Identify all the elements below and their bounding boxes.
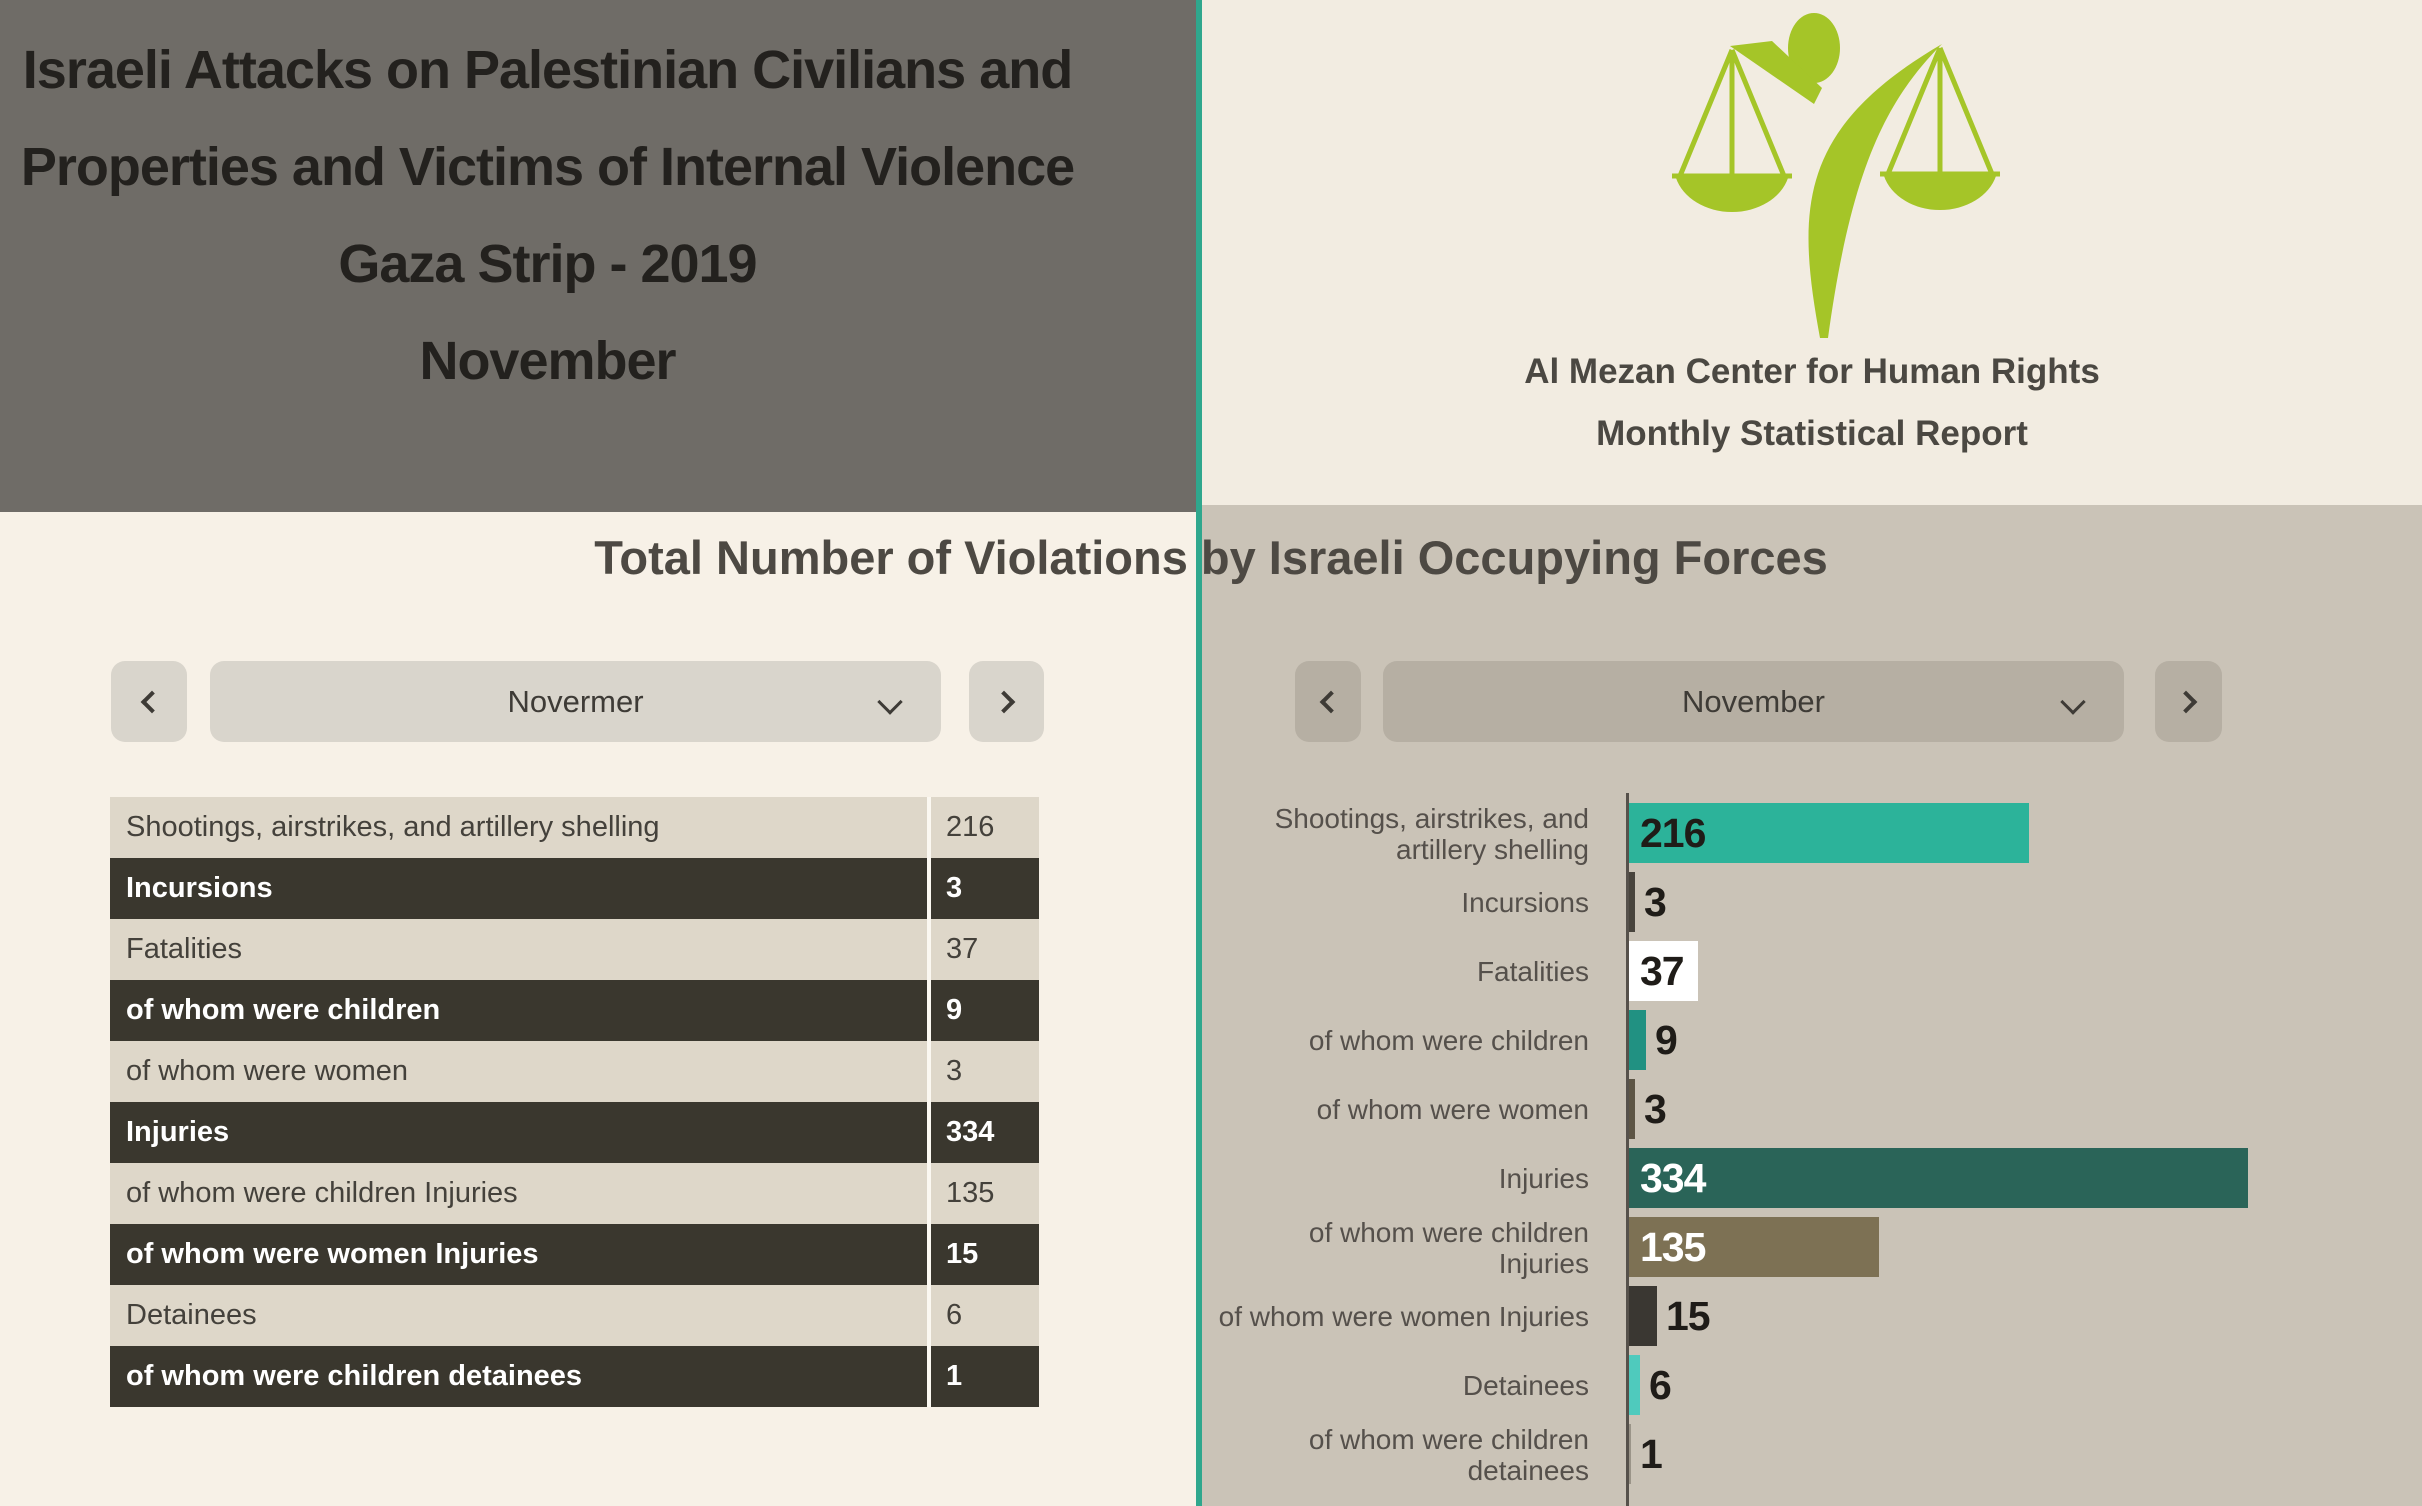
table-row-value: 216 — [927, 797, 1039, 858]
org-header-panel — [1202, 0, 2422, 505]
table-row-label: of whom were women — [126, 1055, 409, 1087]
table-row-value: 3 — [927, 858, 1039, 919]
chart-value-label: 9 — [1655, 1016, 1677, 1063]
chart-value-label: 135 — [1640, 1223, 1706, 1270]
table-row-value: 135 — [927, 1163, 1039, 1224]
table-row-label: Detainees — [126, 1299, 257, 1331]
table-row-value: 334 — [927, 1102, 1039, 1163]
table-row — [110, 1163, 1039, 1224]
table-row — [110, 1102, 1039, 1163]
table-row-label: Injuries — [126, 1116, 230, 1148]
table-row-value: 1 — [927, 1346, 1039, 1407]
section-heading: Total Number of Violations by Israeli Occupying Forces — [594, 531, 1828, 584]
chart-category-label: of whom were women Injuries — [1218, 1301, 1589, 1332]
table-row — [110, 1285, 1039, 1346]
month-select-left[interactable] — [210, 661, 941, 742]
month-select-right-value: November — [1682, 683, 1825, 719]
chart-bar — [1629, 1286, 1657, 1346]
table-row-value: 9 — [927, 980, 1039, 1041]
table-row — [110, 797, 1039, 858]
chart-value-label: 3 — [1644, 1085, 1666, 1132]
violations-chart — [1202, 799, 2422, 1506]
month-select-right[interactable] — [1383, 661, 2124, 742]
report-title-line-4: November — [419, 331, 676, 391]
prev-month-button-right[interactable] — [1295, 661, 1361, 742]
table-row-label: Shootings, airstrikes, and artillery shelling — [126, 811, 660, 843]
org-name: Al Mezan Center for Human Rights — [1524, 352, 2100, 391]
chart-category-label: of whom were children detainees — [1308, 1423, 1589, 1486]
chevron-down-icon — [877, 689, 902, 714]
org-subtitle: Monthly Statistical Report — [1596, 414, 2028, 453]
table-row-label: of whom were children detainees — [126, 1360, 583, 1392]
table-row — [110, 919, 1039, 980]
chart-value-label: 37 — [1640, 947, 1684, 994]
chart-row — [1202, 937, 2422, 1006]
table-row — [110, 858, 1039, 919]
chart-row — [1202, 1351, 2422, 1420]
table-row-label: of whom were children — [126, 994, 441, 1026]
table-row — [110, 980, 1039, 1041]
chart-bar — [1629, 1148, 2248, 1208]
next-month-button-right[interactable] — [2155, 661, 2222, 742]
table-row-value: 15 — [927, 1224, 1039, 1285]
chart-value-label: 1 — [1640, 1430, 1662, 1477]
table-row — [110, 1346, 1039, 1407]
chart-row — [1202, 1075, 2422, 1144]
chart-category-label: Fatalities — [1476, 956, 1589, 987]
table-row-value: 6 — [927, 1285, 1039, 1346]
chevron-left-icon — [141, 690, 164, 713]
chart-category-label: Injuries — [1498, 1163, 1589, 1194]
chart-category-label: Detainees — [1462, 1370, 1589, 1401]
chart-category-label: Incursions — [1461, 887, 1589, 918]
almezan-logo — [1582, 8, 2042, 348]
chart-row — [1202, 1006, 2422, 1075]
report-title-panel — [0, 0, 1196, 512]
chevron-left-icon — [1320, 690, 1343, 713]
chart-bar — [1629, 872, 1635, 932]
chart-category-label: of whom were children — [1308, 1025, 1589, 1056]
chart-row — [1202, 1144, 2422, 1213]
chart-value-label: 15 — [1666, 1292, 1710, 1339]
chart-category-label: of whom were children Injuries — [1308, 1216, 1589, 1279]
report-title-line-1: Israeli Attacks on Palestinian Civilians and — [22, 40, 1073, 100]
table-row-label: of whom were women Injuries — [126, 1238, 539, 1270]
chart-row — [1202, 1282, 2422, 1351]
table-row — [110, 1041, 1039, 1102]
table-row-label: Fatalities — [126, 933, 243, 965]
chart-category-label: of whom were women — [1316, 1094, 1589, 1125]
chevron-down-icon — [2060, 689, 2085, 714]
chart-row — [1202, 1213, 2422, 1282]
chart-bar — [1629, 1355, 1640, 1415]
next-month-button-left[interactable] — [969, 661, 1044, 742]
chart-value-label: 3 — [1644, 878, 1666, 925]
report-title-line-2: Properties and Victims of Internal Violence — [20, 137, 1075, 197]
chevron-right-icon — [2174, 690, 2197, 713]
chart-row — [1202, 868, 2422, 937]
table-row-value: 37 — [927, 919, 1039, 980]
chart-bar — [1629, 1010, 1646, 1070]
chart-value-label: 216 — [1640, 809, 1706, 856]
month-select-left-value: Novermer — [507, 683, 644, 719]
prev-month-button-left[interactable] — [111, 661, 187, 742]
report-title — [0, 22, 1095, 410]
chart-value-label: 6 — [1649, 1361, 1671, 1408]
table-row-value: 3 — [927, 1041, 1039, 1102]
chart-category-label: Shootings, airstrikes, and artillery shelling — [1274, 802, 1589, 865]
chart-row — [1202, 799, 2422, 868]
chart-row — [1202, 1420, 2422, 1489]
chart-value-label: 334 — [1640, 1154, 1706, 1201]
report-title-line-3: Gaza Strip - 2019 — [338, 234, 757, 294]
violations-table — [110, 797, 1039, 1407]
table-row-label: Incursions — [126, 872, 273, 904]
chart-bar — [1629, 1079, 1635, 1139]
table-row-label: of whom were children Injuries — [126, 1177, 518, 1209]
chart-bar — [1629, 1424, 1631, 1484]
chevron-right-icon — [992, 690, 1015, 713]
table-row — [110, 1224, 1039, 1285]
